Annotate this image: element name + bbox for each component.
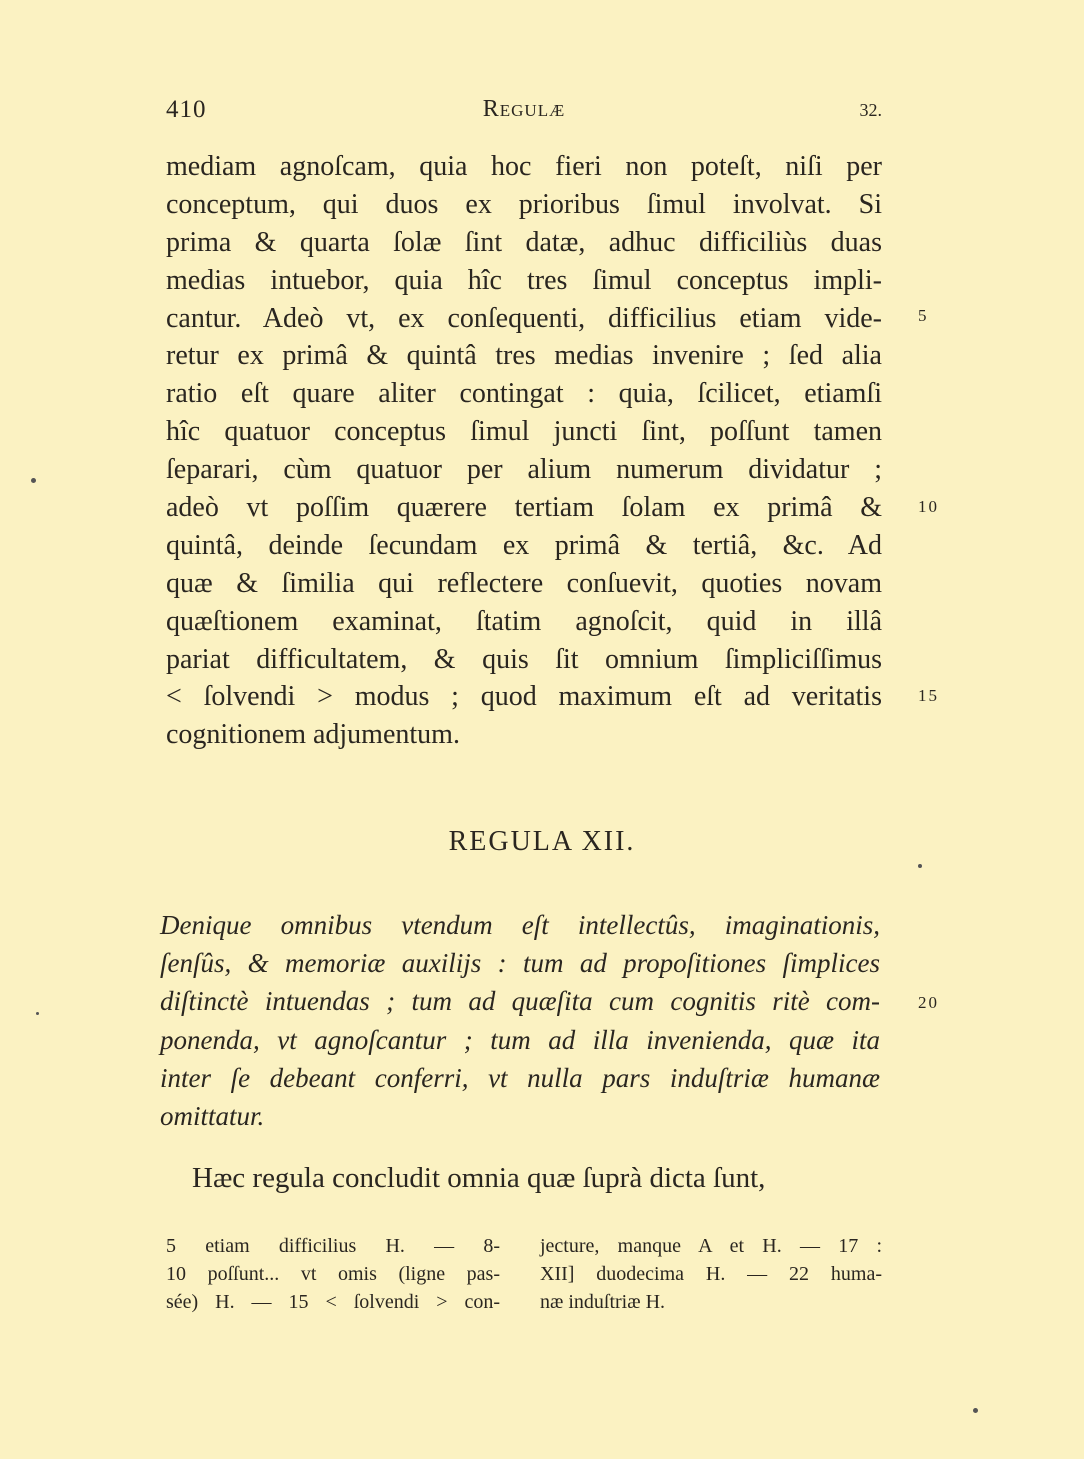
text-line: ſeparari, cùm quatuor per alium numerum dividatur ; [166, 454, 882, 486]
line-number-10: 10 [918, 497, 939, 516]
text-line: quintâ, deinde ſecundam ex primâ & tertiâ, &c. Ad [166, 529, 882, 561]
footnote-line: 10 poſſunt... vt omis (ligne pas- [166, 1263, 500, 1285]
rule-line: Denique omnibus vtendum eſt intellectûs, imaginationis, [160, 910, 880, 940]
rule-line: omittatur. [160, 1100, 265, 1131]
text-line: retur ex primâ & quintâ tres medias invenire ; ſed alia [166, 340, 882, 372]
footnote-line: jecture, manque A et H. — 17 : [540, 1235, 882, 1257]
footnotes-left-column [166, 1232, 500, 1316]
text-line: adeò vt poſſim quærere tertiam ſolam ex primâ & [166, 492, 882, 524]
rule-line: diſtinctè intuendas ; tum ad quæſita cum cognitis ritè com- [160, 986, 880, 1017]
rule-line: ſenſûs, & memoriæ auxilijs : tum ad propoſitiones ſimplices [160, 948, 880, 979]
text-line: cantur. Adeò vt, ex conſequenti, difficilius etiam vide- [166, 302, 882, 334]
signature-mark: 32. [859, 100, 882, 120]
running-title: Regulæ [482, 96, 566, 122]
page-speck [36, 1012, 39, 1015]
page-speck [973, 1408, 978, 1413]
text-line: < ſolvendi > modus ; quod maximum eſt ad veritatis [166, 681, 882, 713]
main-text [166, 148, 882, 754]
text-line: mediam agnoſcam, quia hoc fieri non poteſt, niſi per [166, 151, 882, 182]
page-number: 410 [166, 96, 207, 123]
footnote-line: næ induſtriæ H. [540, 1291, 666, 1313]
text-line: quæſtionem examinat, ſtatim agnoſcit, quid in illâ [166, 605, 882, 637]
line-number-20: 20 [918, 993, 939, 1012]
footnotes-right-column [540, 1232, 882, 1316]
text-line: quæ & ſimilia qui reflectere conſuevit, quoties novam [166, 567, 882, 599]
continuation-line: Hæc regula concludit omnia quæ ſuprà dicta ſunt, [192, 1162, 766, 1194]
page-header [166, 96, 882, 136]
rule-line: ponenda, vt agnoſcantur ; tum ad illa invenienda, quæ ita [160, 1024, 880, 1055]
text-line: pariat difficultatem, & quis ſit omnium ſimpliciſſimus [166, 643, 882, 675]
rule-line: inter ſe debeant conferri, vt nulla pars induſtriæ humanæ [160, 1062, 880, 1093]
section-heading: REGULA XII. [448, 826, 636, 857]
page-speck [31, 478, 36, 483]
rule-statement [160, 906, 880, 1135]
footnote-line: sée) H. — 15 < ſolvendi > con- [166, 1291, 500, 1313]
text-line: hîc quatuor conceptus ſimul juncti ſint, poſſunt tamen [166, 416, 882, 448]
line-number-15: 15 [918, 686, 939, 705]
text-line: ratio eſt quare aliter contingat : quia, ſcilicet, etiamſi [166, 378, 882, 410]
text-line: prima & quarta ſolæ ſint datæ, adhuc difficiliùs duas [166, 226, 882, 258]
footnote-line: 5 etiam difficilius H. — 8- [166, 1235, 500, 1257]
line-number-5: 5 [918, 306, 929, 325]
text-line: conceptum, qui duos ex prioribus ſimul involvat. Si [166, 188, 882, 220]
footnote-line: XII] duodecima H. — 22 huma- [540, 1263, 882, 1285]
page-speck [918, 864, 922, 868]
text-line: medias intuebor, quia hîc tres ſimul conceptus impli- [166, 264, 882, 296]
text-line: cognitionem adjumentum. [166, 719, 460, 751]
